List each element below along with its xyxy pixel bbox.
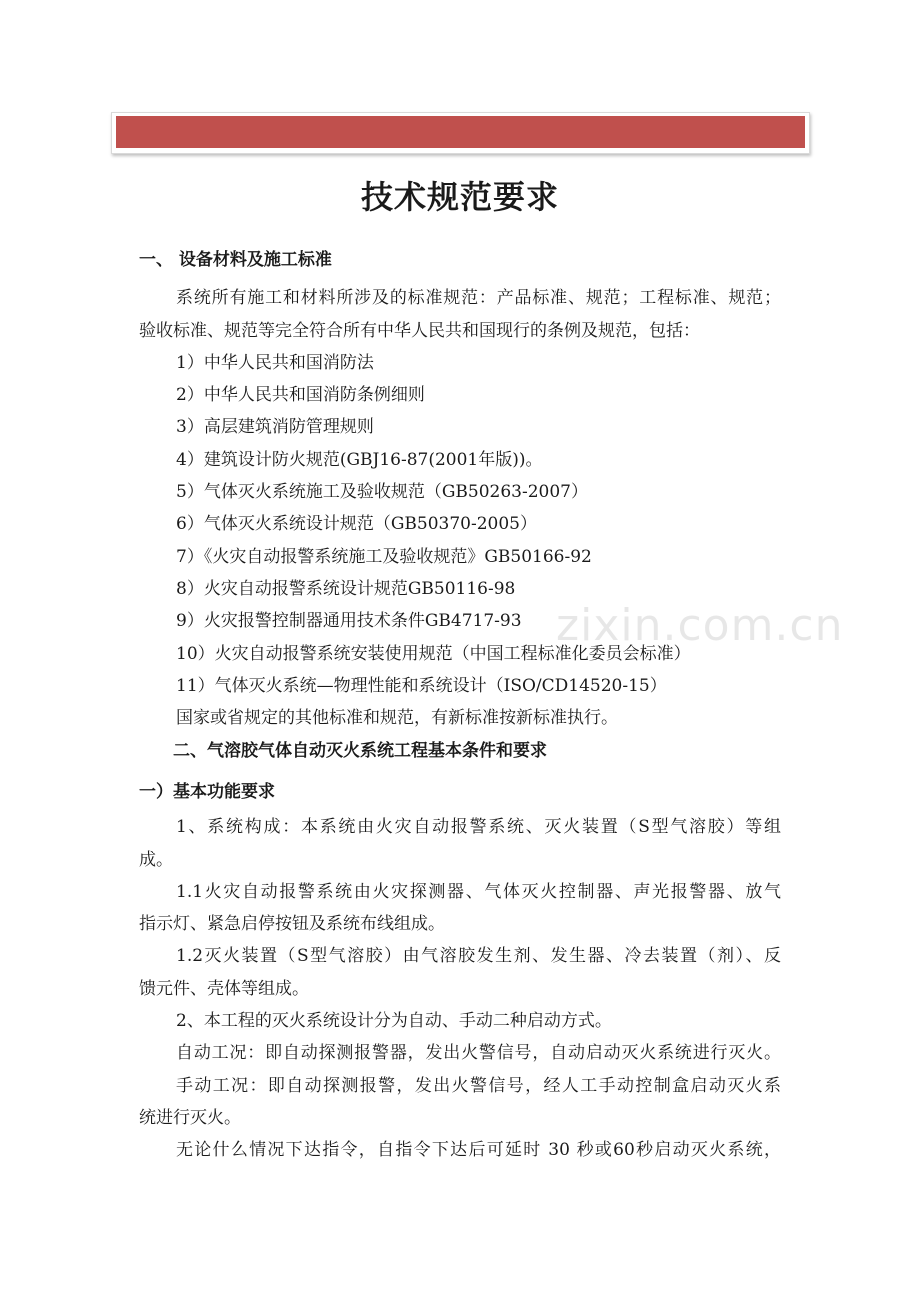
standard-item: 8）火灾自动报警系统设计规范GB50116-98 (176, 579, 516, 599)
standard-item: 10）火灾自动报警系统安装使用规范（中国工程标准化委员会标准） (176, 644, 691, 664)
paragraph-line: 自动工况：即自动探测报警器，发出火警信号，自动启动灭火系统进行灭火。 (176, 1043, 781, 1063)
standard-item: 6）气体灭火系统设计规范（GB50370-2005） (176, 514, 537, 534)
section1-heading: 一、 设备材料及施工标准 (139, 250, 332, 270)
section2-subheading: 一）基本功能要求 (139, 782, 275, 802)
paragraph-line: 2、本工程的灭火系统设计分为自动、手动二种启动方式。 (176, 1011, 612, 1031)
section1-intro-line1: 系统所有施工和材料所涉及的标准规范：产品标准、规范；工程标准、规范； (176, 288, 781, 308)
paragraph-line: 成。 (139, 850, 173, 870)
header-banner (111, 112, 810, 154)
standard-item: 5）气体灭火系统施工及验收规范（GB50263-2007） (176, 482, 588, 502)
standard-item: 3）高层建筑消防管理规则 (176, 417, 374, 437)
standard-item: 2）中华人民共和国消防条例细则 (176, 385, 425, 405)
section2-heading: 二、气溶胶气体自动灭火系统工程基本条件和要求 (173, 741, 547, 761)
section1-closing: 国家或省规定的其他标准和规范，有新标准按新标准执行。 (176, 708, 618, 728)
header-banner-bar (116, 116, 805, 148)
watermark: zixin.com.cn (556, 600, 844, 651)
standard-item: 4）建筑设计防火规范(GBJ16-87(2001年版))。 (176, 450, 543, 470)
standard-item: 1）中华人民共和国消防法 (176, 353, 374, 373)
paragraph-line: 手动工况：即自动探测报警，发出火警信号，经人工手动控制盒启动灭火系 (176, 1076, 781, 1096)
paragraph-line: 无论什么情况下达指令，自指令下达后可延时 30 秒或60秒启动灭火系统， (176, 1140, 781, 1160)
document-title: 技术规范要求 (360, 178, 559, 216)
paragraph-line: 馈元件、壳体等组成。 (139, 979, 309, 999)
paragraph-line: 指示灯、紧急启停按钮及系统布线组成。 (139, 914, 445, 934)
standard-item: 7）《火灾自动报警系统施工及验收规范》GB50166-92 (176, 547, 592, 567)
section1-intro-line2: 验收标准、规范等完全符合所有中华人民共和国现行的条例及规范，包括： (139, 321, 700, 341)
paragraph-line: 统进行灭火。 (139, 1108, 241, 1128)
standard-item: 9）火灾报警控制器通用技术条件GB4717-93 (176, 611, 522, 631)
paragraph-line: 1、系统构成：本系统由火灾自动报警系统、灭火装置（S型气溶胶）等组 (176, 817, 781, 837)
standard-item: 11）气体灭火系统—物理性能和系统设计（ISO/CD14520-15） (176, 676, 667, 696)
paragraph-line: 1.2灭火装置（S型气溶胶）由气溶胶发生剂、发生器、冷去装置（剂）、反 (176, 946, 781, 966)
paragraph-line: 1.1火灾自动报警系统由火灾探测器、气体灭火控制器、声光报警器、放气 (176, 882, 781, 902)
